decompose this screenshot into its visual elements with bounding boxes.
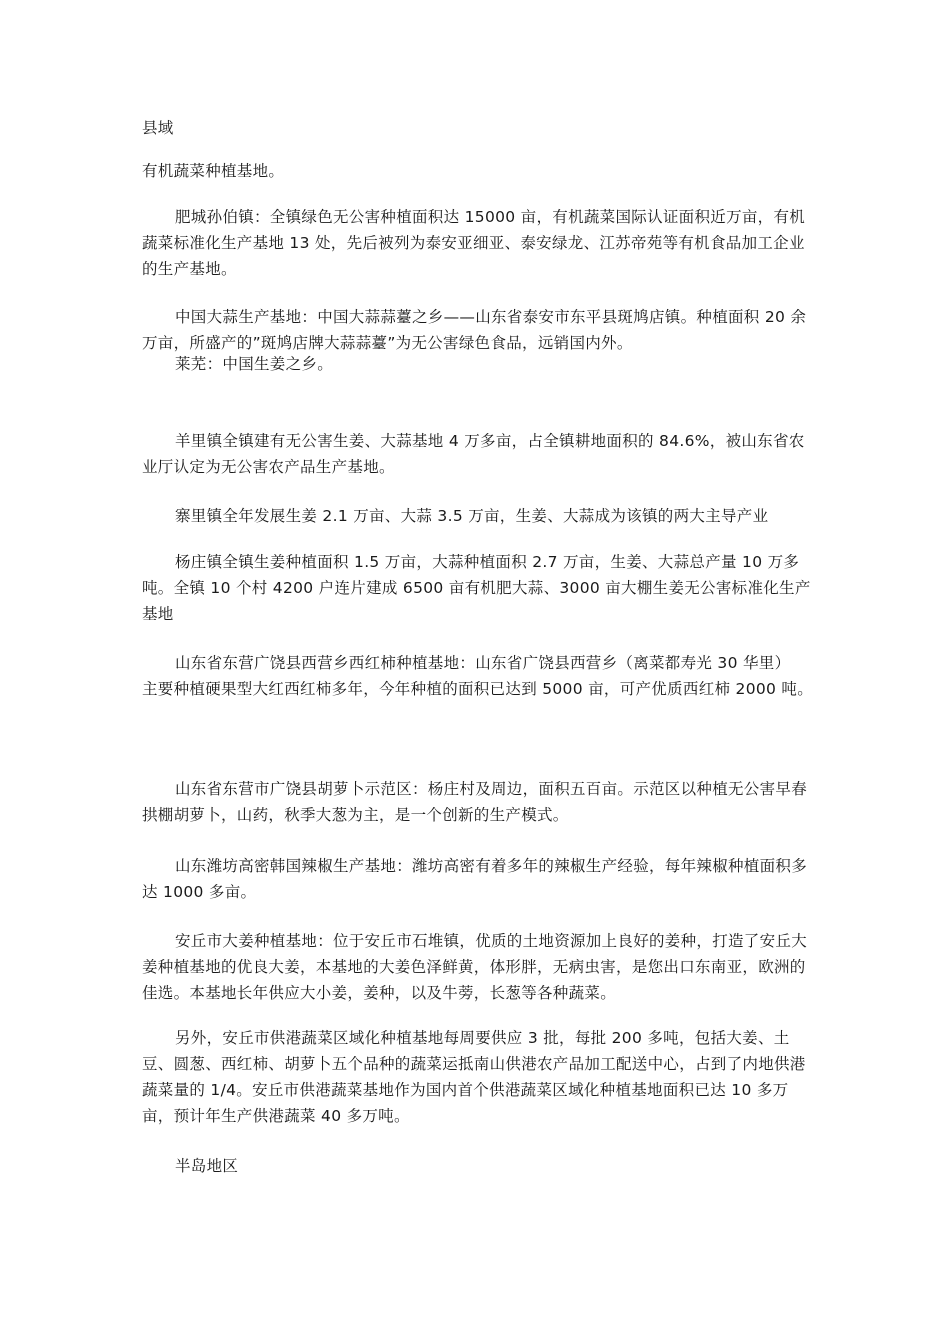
- paragraph-feicheng: 肥城孙伯镇：全镇绿色无公害种植面积达 15000 亩，有机蔬菜国际认证面积近万亩，有机蔬菜标准化生产基地 13 处，先后被列为泰安亚细亚、泰安绿龙、江苏帝苑等有机食品加工企业的生产基地。: [142, 208, 806, 278]
- tomato-base-location: 山东省东营广饶县西营乡西红柿种植基地：山东省广饶县西营乡（离菜都寿光 30 华里）: [175, 654, 791, 672]
- paragraph-yangli: 羊里镇全镇建有无公害生姜、大蒜基地 4 万多亩，占全镇耕地面积的 84.6%，被山东省农业厅认定为无公害农产品生产基地。: [142, 432, 805, 476]
- paragraph-garlic-base: 中国大蒜生产基地：中国大蒜蒜薹之乡——山东省泰安市东平县斑鸠店镇。种植面积 20 余万亩，所盛产的”斑鸠店牌大蒜蒜薹”为无公害绿色食品，远销国内外。: [142, 308, 807, 352]
- paragraph-hk-supply: 另外，安丘市供港蔬菜区域化种植基地每周要供应 3 批，每批 200 多吨，包括大姜、土豆、圆葱、西红柿、胡萝卜五个品种的蔬菜运抵南山供港农产品加工配送中心，占到了内地供港蔬菜量的 1/4。安丘市供港蔬菜基地作为国内首个供港蔬菜区域化种植基地面积已达 10 多万亩，预计年生产供港蔬菜 40 多万吨。: [142, 1029, 806, 1125]
- paragraph-zhaili: 寨里镇全年发展生姜 2.1 万亩、大蒜 3.5 万亩，生姜、大蒜成为该镇的两大主导产业: [175, 507, 769, 525]
- paragraph-carrot-demo: 山东省东营市广饶县胡萝卜示范区：杨庄村及周边，面积五百亩。示范区以种植无公害早春拱棚胡萝卜，山药，秋季大葱为主，是一个创新的生产模式。: [142, 780, 808, 824]
- paragraph-laiwu: 莱芜：中国生姜之乡。: [175, 355, 334, 373]
- paragraph-tomato-base: [142, 650, 820, 702]
- tomato-base-details: 主要种植硬果型大红西红柿多年，今年种植的面积已达到 5000 亩，可产优质西红柿 2000 吨。: [142, 680, 814, 698]
- paragraph-yangzhuang: 杨庄镇全镇生姜种植面积 1.5 万亩，大蒜种植面积 2.7 万亩，生姜、大蒜总产量 10 万多吨。全镇 10 个村 4200 户连片建成 6500 亩有机肥大蒜、3000 亩大棚生姜无公害标准化生产基地: [142, 553, 811, 623]
- paragraph-ginger-base: 安丘市大姜种植基地：位于安丘市石堆镇，优质的土地资源加上良好的姜种，打造了安丘大姜种植基地的优良大姜，本基地的大姜色泽鲜黄，体形胖，无病虫害，是您出口东南亚，欧洲的佳选。本基地长年供应大小姜，姜种，以及牛蒡，长葱等各种蔬菜。: [142, 932, 808, 1002]
- paragraph-pepper-base: 山东潍坊高密韩国辣椒生产基地：潍坊高密有着多年的辣椒生产经验，每年辣椒种植面积多达 1000 多亩。: [142, 857, 808, 901]
- section-heading-peninsula: 半岛地区: [175, 1157, 239, 1175]
- section-heading-county: 县域: [142, 119, 174, 137]
- subheading-organic-base: 有机蔬菜种植基地。: [142, 162, 285, 180]
